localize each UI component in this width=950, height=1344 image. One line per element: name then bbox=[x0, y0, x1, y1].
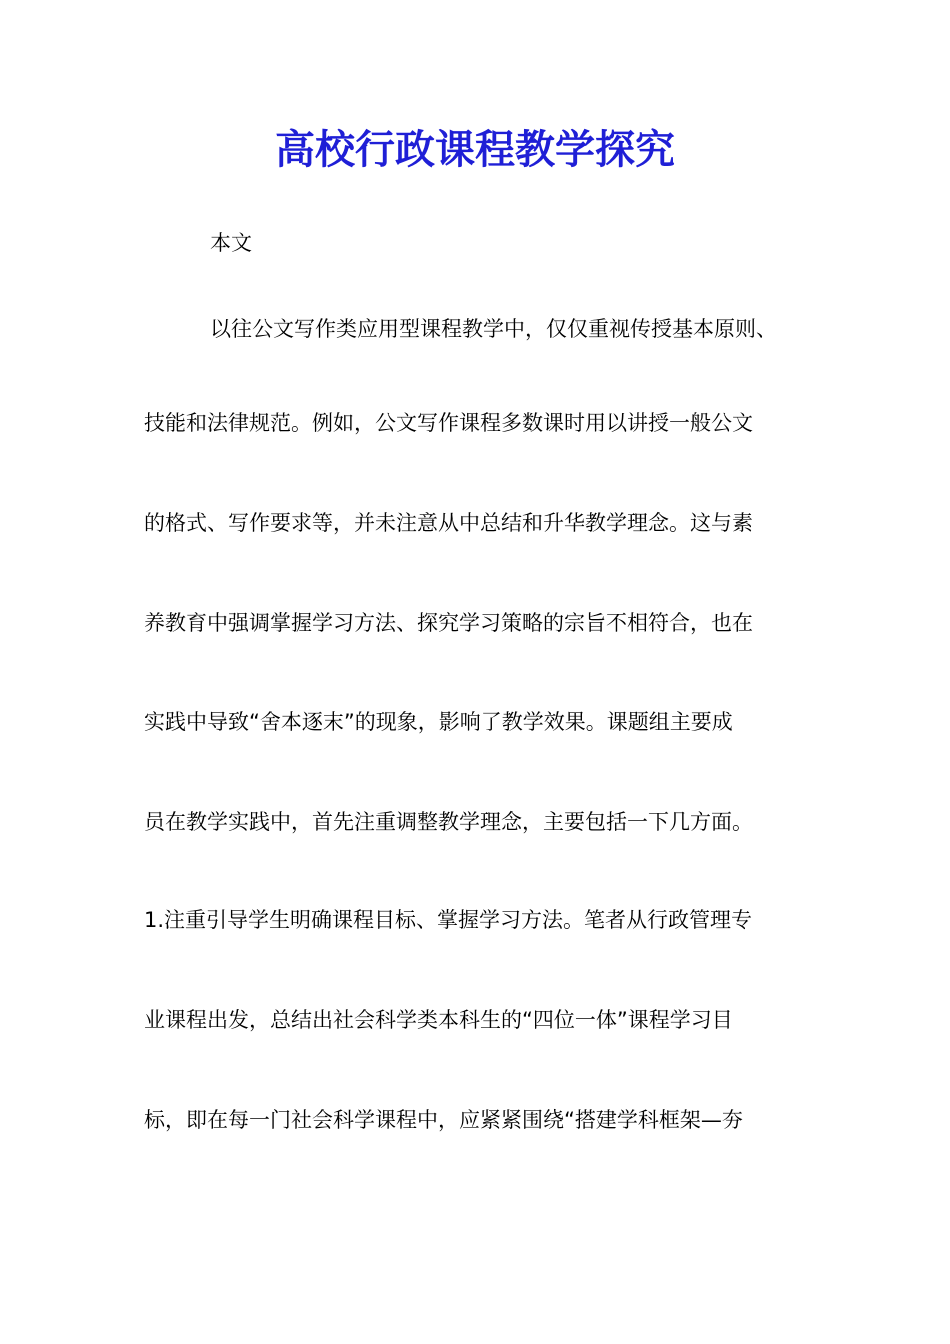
paragraph-line: 1.注重引导学生明确课程目标、掌握学习方法。笔者从行政管理专 bbox=[144, 908, 753, 932]
paragraph-line: 的格式、写作要求等，并未注意从中总结和升华教学理念。这与素 bbox=[144, 511, 753, 535]
paragraph-line: 实践中导致“舍本逐末”的现象，影响了教学效果。课题组主要成 bbox=[144, 710, 733, 734]
paragraph-line: 技能和法律规范。例如，公文写作课程多数课时用以讲授一般公文 bbox=[144, 411, 753, 435]
paragraph-line: 养教育中强调掌握学习方法、探究学习策略的宗旨不相符合，也在 bbox=[144, 611, 753, 635]
author-label: 本文 bbox=[210, 231, 252, 255]
paragraph-line: 员在教学实践中，首先注重调整教学理念，主要包括一下几方面。 bbox=[144, 810, 753, 834]
paragraph-line: 标，即在每一门社会科学课程中，应紧紧围绕“搭建学科框架—夯 bbox=[144, 1108, 743, 1132]
paragraph-line: 以往公文写作类应用型课程教学中，仅仅重视传授基本原则、 bbox=[210, 317, 777, 341]
paragraph-line: 业课程出发，总结出社会科学类本科生的“四位一体”课程学习目 bbox=[144, 1008, 733, 1032]
document-title: 高校行政课程教学探究 bbox=[275, 126, 675, 173]
